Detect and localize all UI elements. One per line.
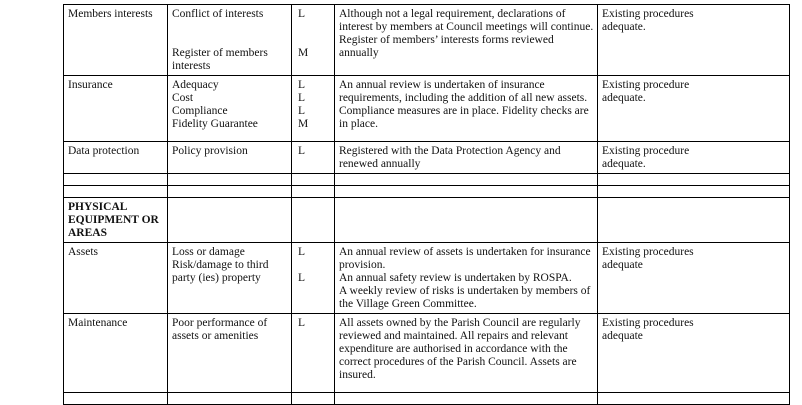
risk-cell bbox=[168, 243, 292, 314]
level-cell bbox=[292, 142, 335, 174]
table-row-members-interests bbox=[64, 5, 790, 76]
risk-item: Poor performance of bbox=[172, 317, 268, 329]
control-line: An annual review of assets is undertaken for insurance bbox=[339, 246, 591, 258]
assessment-cell bbox=[598, 76, 790, 142]
risk-cell bbox=[168, 142, 292, 174]
control-cell bbox=[335, 243, 598, 314]
control-cell bbox=[335, 314, 598, 393]
control-cell bbox=[335, 5, 598, 76]
risk-level: L bbox=[298, 92, 306, 104]
control-line: Compliance measures are in place. Fidelity checks are bbox=[339, 105, 589, 117]
risk-level: L bbox=[298, 272, 306, 284]
risk-item: interests bbox=[172, 60, 211, 72]
control-cell bbox=[335, 76, 598, 142]
control-line: An annual review is undertaken of insurance bbox=[339, 79, 545, 91]
control-line: in place. bbox=[339, 118, 378, 130]
section-heading-line: AREAS bbox=[68, 227, 107, 239]
assessment-line: Existing procedures bbox=[602, 317, 694, 329]
area-label: Members interests bbox=[68, 8, 153, 20]
table-row-blank bbox=[64, 186, 790, 198]
table-row-maintenance bbox=[64, 314, 790, 393]
assessment-line: adequate. bbox=[602, 21, 646, 33]
risk-item: Risk/damage to third bbox=[172, 259, 269, 271]
control-line: Register of members’ interests forms reviewed bbox=[339, 34, 554, 46]
table-row-blank bbox=[64, 393, 790, 405]
assessment-cell bbox=[598, 142, 790, 174]
assessment-cell bbox=[598, 314, 790, 393]
control-line: requirements, including the addition of all new assets. bbox=[339, 92, 588, 104]
risk-item: party (ies) property bbox=[172, 272, 261, 284]
control-line: reviewed and maintained. All repairs and relevant bbox=[339, 330, 568, 342]
risk-item: Cost bbox=[172, 92, 194, 104]
control-line: A weekly review of risks is undertaken by members of bbox=[339, 285, 591, 297]
control-line: correct procedures of the Parish Council. Assets are bbox=[339, 356, 577, 368]
risk-level: L bbox=[298, 8, 306, 20]
control-line: insured. bbox=[339, 369, 376, 381]
assessment-cell bbox=[598, 243, 790, 314]
risk-item: Loss or damage bbox=[172, 246, 245, 258]
risk-item: Fidelity Guarantee bbox=[172, 118, 258, 130]
control-cell bbox=[335, 142, 598, 174]
level-cell bbox=[292, 314, 335, 393]
control-line: Registered with the Data Protection Agency and bbox=[339, 145, 561, 157]
assessment-line: adequate bbox=[602, 330, 643, 342]
assessment-line: Existing procedures bbox=[602, 246, 694, 258]
risk-item: Compliance bbox=[172, 105, 228, 117]
table-row-insurance bbox=[64, 76, 790, 142]
area-cell bbox=[64, 142, 168, 174]
control-line: interest by members at Council meetings will continue. bbox=[339, 21, 594, 33]
area-cell bbox=[64, 314, 168, 393]
risk-item: assets or amenities bbox=[172, 330, 259, 342]
risk-item: Conflict of interests bbox=[172, 8, 264, 20]
level-cell bbox=[292, 243, 335, 314]
assessment-line: adequate bbox=[602, 259, 643, 271]
risk-level: M bbox=[298, 47, 309, 59]
section-heading-line: PHYSICAL bbox=[68, 201, 128, 213]
section-heading-line: EQUIPMENT OR bbox=[68, 214, 159, 226]
control-line: annually bbox=[339, 47, 379, 59]
risk-item: Policy provision bbox=[172, 145, 248, 157]
control-line: provision. bbox=[339, 259, 386, 271]
risk-level: L bbox=[298, 105, 306, 117]
assessment-line: Existing procedure bbox=[602, 79, 690, 91]
risk-level: L bbox=[298, 145, 306, 157]
control-line: the Village Green Committee. bbox=[339, 298, 477, 310]
assessment-line: adequate. bbox=[602, 158, 646, 170]
risk-assessment-document bbox=[63, 4, 789, 405]
control-line: An annual safety review is undertaken by ROSPA. bbox=[339, 272, 572, 284]
area-label: Insurance bbox=[68, 79, 113, 91]
risk-item: Register of members bbox=[172, 47, 268, 59]
control-line: Although not a legal requirement, declarations of bbox=[339, 8, 566, 20]
area-cell bbox=[64, 76, 168, 142]
area-cell bbox=[64, 243, 168, 314]
risk-cell bbox=[168, 314, 292, 393]
level-cell bbox=[292, 5, 335, 76]
table-row-blank bbox=[64, 174, 790, 186]
risk-assessment-table bbox=[63, 4, 790, 405]
assessment-line: Existing procedure bbox=[602, 145, 690, 157]
level-cell bbox=[292, 76, 335, 142]
control-line: renewed annually bbox=[339, 158, 421, 170]
area-cell bbox=[64, 5, 168, 76]
control-line: All assets owned by the Parish Council are regularly bbox=[339, 317, 581, 329]
assessment-line: Existing procedures bbox=[602, 8, 694, 20]
risk-level: L bbox=[298, 246, 306, 258]
risk-cell bbox=[168, 76, 292, 142]
risk-level: M bbox=[298, 118, 309, 130]
area-label: Maintenance bbox=[68, 317, 128, 329]
risk-cell bbox=[168, 5, 292, 76]
area-label: Assets bbox=[68, 246, 99, 258]
table-row-assets bbox=[64, 243, 790, 314]
table-row-section-header bbox=[64, 198, 790, 243]
assessment-cell bbox=[598, 5, 790, 76]
assessment-line: adequate. bbox=[602, 92, 646, 104]
risk-level: L bbox=[298, 317, 306, 329]
risk-item: Adequacy bbox=[172, 79, 219, 91]
table-row-data-protection bbox=[64, 142, 790, 174]
area-label: Data protection bbox=[68, 145, 140, 157]
section-heading bbox=[64, 198, 168, 243]
risk-level: L bbox=[298, 79, 306, 91]
control-line: expenditure are authorised in accordance with the bbox=[339, 343, 568, 355]
